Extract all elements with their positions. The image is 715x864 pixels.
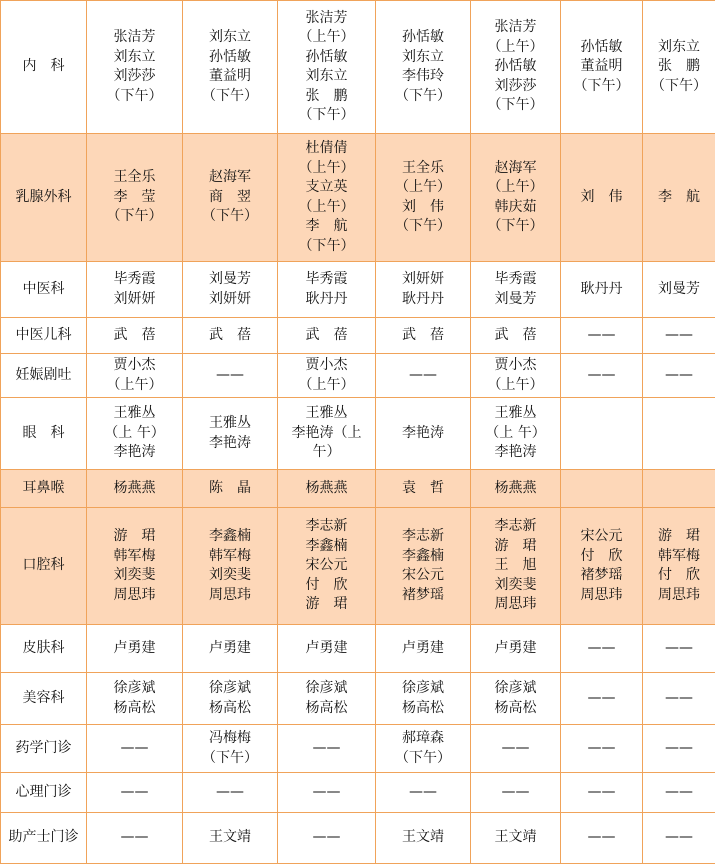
schedule-cell bbox=[471, 625, 561, 673]
schedule-cell bbox=[278, 673, 376, 725]
doctor-entry: （下午） bbox=[378, 217, 468, 237]
doctor-entry: 杨高松 bbox=[185, 699, 275, 719]
schedule-cell bbox=[278, 725, 376, 773]
doctor-entry: （下午） bbox=[473, 217, 558, 237]
doctor-entry: 李艳涛 bbox=[89, 443, 180, 463]
row-tcm-pediatrics bbox=[1, 318, 715, 354]
row-tcm bbox=[1, 262, 715, 318]
schedule-cell bbox=[561, 625, 643, 673]
doctor-entry: —— bbox=[89, 739, 180, 759]
doctor-entry: 王雅丛 bbox=[185, 414, 275, 434]
doctor-entry: （下午） bbox=[563, 77, 640, 97]
doctor-entry: —— bbox=[473, 739, 558, 759]
doctor-entry: 刘东立 bbox=[280, 67, 373, 87]
schedule-cell bbox=[471, 134, 561, 262]
row-ent bbox=[1, 470, 715, 508]
doctor-entry: （下午） bbox=[89, 87, 180, 107]
doctor-entry: 刘曼芳 bbox=[645, 280, 713, 300]
doctor-entry: 王文靖 bbox=[473, 828, 558, 848]
doctor-entry: 徐彦斌 bbox=[280, 679, 373, 699]
doctor-entry: —— bbox=[185, 366, 275, 386]
doctor-entry: 付 欣 bbox=[645, 566, 713, 586]
doctor-entry: —— bbox=[89, 828, 180, 848]
schedule-cell bbox=[87, 813, 183, 864]
schedule-cell bbox=[376, 508, 471, 625]
doctor-entry: 王雅丛 bbox=[89, 404, 180, 424]
row-internal-medicine bbox=[1, 1, 715, 134]
doctor-entry: 刘东立 bbox=[645, 38, 713, 58]
department-name-cell: 乳腺外科 bbox=[1, 134, 87, 262]
doctor-entry: 董益明 bbox=[563, 57, 640, 77]
schedule-cell bbox=[643, 673, 715, 725]
doctor-entry: 赵海军 bbox=[473, 159, 558, 179]
schedule-cell bbox=[278, 508, 376, 625]
doctor-entry: 孙恬敏 bbox=[473, 57, 558, 77]
doctor-entry: 卢勇建 bbox=[185, 639, 275, 659]
row-dermatology bbox=[1, 625, 715, 673]
doctor-entry: 游 珺 bbox=[89, 527, 180, 547]
department-name-cell: 耳鼻喉 bbox=[1, 470, 87, 508]
doctor-entry: 褚梦瑶 bbox=[563, 566, 640, 586]
doctor-entry: （下午） bbox=[378, 749, 468, 769]
department-name-cell: 中医儿科 bbox=[1, 318, 87, 354]
doctor-entry: 周思玮 bbox=[645, 586, 713, 606]
schedule-cell bbox=[471, 813, 561, 864]
doctor-entry: 张洁芳 bbox=[280, 9, 373, 29]
schedule-cell bbox=[278, 318, 376, 354]
doctor-entry: —— bbox=[280, 783, 373, 803]
doctor-entry: 刘东立 bbox=[89, 48, 180, 68]
doctor-entry: —— bbox=[645, 326, 713, 346]
doctor-entry: —— bbox=[563, 689, 640, 709]
schedule-cell bbox=[471, 1, 561, 134]
doctor-entry: 刘曼芳 bbox=[473, 290, 558, 310]
doctor-entry: 徐彦斌 bbox=[378, 679, 468, 699]
schedule-cell bbox=[643, 262, 715, 318]
doctor-entry: 午） bbox=[280, 443, 373, 463]
doctor-entry: 游 珺 bbox=[645, 527, 713, 547]
schedule-cell bbox=[376, 262, 471, 318]
doctor-entry: 游 珺 bbox=[473, 537, 558, 557]
doctor-entry: 耿丹丹 bbox=[563, 280, 640, 300]
schedule-cell bbox=[376, 470, 471, 508]
schedule-cell bbox=[183, 470, 278, 508]
schedule-cell bbox=[561, 725, 643, 773]
doctor-entry: —— bbox=[645, 828, 713, 848]
doctor-entry: 贾小杰 bbox=[89, 356, 180, 376]
doctor-entry: 耿丹丹 bbox=[280, 290, 373, 310]
doctor-entry: 孙恬敏 bbox=[563, 38, 640, 58]
doctor-entry: 刘奕斐 bbox=[89, 566, 180, 586]
schedule-cell bbox=[87, 773, 183, 813]
schedule-cell bbox=[183, 508, 278, 625]
schedule-cell bbox=[376, 725, 471, 773]
doctor-entry: （下午） bbox=[645, 77, 713, 97]
doctor-entry: 商 翌 bbox=[185, 188, 275, 208]
schedule-cell bbox=[643, 508, 715, 625]
doctor-entry: 李艳涛（上 bbox=[280, 424, 373, 444]
doctor-entry: （下午） bbox=[89, 207, 180, 227]
doctor-entry: 周思玮 bbox=[473, 595, 558, 615]
doctor-entry: （上午） bbox=[473, 38, 558, 58]
doctor-entry: （上午） bbox=[378, 178, 468, 198]
doctor-entry: —— bbox=[645, 739, 713, 759]
doctor-entry: （上午） bbox=[280, 159, 373, 179]
doctor-entry: —— bbox=[645, 639, 713, 659]
schedule-cell bbox=[376, 318, 471, 354]
doctor-entry: 韩军梅 bbox=[185, 547, 275, 567]
schedule-cell bbox=[471, 673, 561, 725]
schedule-cell bbox=[561, 470, 643, 508]
doctor-entry: 卢勇建 bbox=[89, 639, 180, 659]
schedule-cell bbox=[561, 398, 643, 470]
doctor-entry: 武 蓓 bbox=[185, 326, 275, 346]
schedule-cell bbox=[643, 725, 715, 773]
doctor-entry: 付 欣 bbox=[563, 547, 640, 567]
doctor-entry: 张洁芳 bbox=[473, 18, 558, 38]
schedule-cell bbox=[643, 398, 715, 470]
schedule-cell bbox=[87, 470, 183, 508]
doctor-entry: —— bbox=[185, 783, 275, 803]
doctor-entry: 周思玮 bbox=[563, 586, 640, 606]
department-name-cell: 助产士门诊 bbox=[1, 813, 87, 864]
doctor-entry: 李鑫楠 bbox=[185, 527, 275, 547]
schedule-cell bbox=[471, 508, 561, 625]
schedule-cell bbox=[643, 134, 715, 262]
doctor-entry: —— bbox=[563, 739, 640, 759]
schedule-cell bbox=[87, 354, 183, 398]
doctor-entry: （下午） bbox=[185, 87, 275, 107]
doctor-entry: （下午） bbox=[280, 237, 373, 257]
schedule-cell bbox=[183, 1, 278, 134]
doctor-entry: （上午） bbox=[280, 198, 373, 218]
doctor-entry: 王文靖 bbox=[378, 828, 468, 848]
department-name-cell: 美容科 bbox=[1, 673, 87, 725]
doctor-entry: —— bbox=[280, 828, 373, 848]
doctor-entry: 周思玮 bbox=[89, 586, 180, 606]
doctor-entry: 刘 伟 bbox=[378, 198, 468, 218]
doctor-entry: 刘莎莎 bbox=[89, 67, 180, 87]
doctor-entry: 周思玮 bbox=[185, 586, 275, 606]
doctor-entry: —— bbox=[563, 783, 640, 803]
doctor-entry: （上午） bbox=[473, 376, 558, 396]
schedule-cell bbox=[471, 262, 561, 318]
schedule-cell bbox=[561, 354, 643, 398]
schedule-cell bbox=[561, 813, 643, 864]
schedule-cell bbox=[87, 134, 183, 262]
doctor-entry: 杨高松 bbox=[89, 699, 180, 719]
doctor-entry: 郝璋森 bbox=[378, 729, 468, 749]
doctor-entry: 刘东立 bbox=[185, 28, 275, 48]
schedule-cell bbox=[376, 813, 471, 864]
schedule-cell bbox=[183, 262, 278, 318]
doctor-entry: 王雅丛 bbox=[280, 404, 373, 424]
doctor-entry: 孙恬敏 bbox=[280, 48, 373, 68]
doctor-entry: 刘曼芳 bbox=[185, 270, 275, 290]
doctor-entry: 张 鹏 bbox=[280, 87, 373, 107]
department-name-cell: 药学门诊 bbox=[1, 725, 87, 773]
department-name-cell: 内 科 bbox=[1, 1, 87, 134]
schedule-cell bbox=[278, 354, 376, 398]
doctor-entry: 杨高松 bbox=[378, 699, 468, 719]
schedule-cell bbox=[471, 318, 561, 354]
schedule-cell bbox=[471, 354, 561, 398]
schedule-cell bbox=[278, 625, 376, 673]
schedule-cell bbox=[183, 725, 278, 773]
doctor-entry: 毕秀霞 bbox=[473, 270, 558, 290]
doctor-entry: 卢勇建 bbox=[378, 639, 468, 659]
schedule-cell bbox=[183, 354, 278, 398]
doctor-entry: 褚梦瑶 bbox=[378, 586, 468, 606]
department-name-cell: 皮肤科 bbox=[1, 625, 87, 673]
schedule-cell bbox=[561, 262, 643, 318]
doctor-entry: —— bbox=[563, 639, 640, 659]
row-midwife-clinic bbox=[1, 813, 715, 864]
doctor-entry: 李艳涛 bbox=[185, 434, 275, 454]
schedule-cell bbox=[87, 1, 183, 134]
doctor-entry: 李艳涛 bbox=[378, 424, 468, 444]
doctor-entry: 韩军梅 bbox=[89, 547, 180, 567]
schedule-cell bbox=[87, 262, 183, 318]
row-cosmetology bbox=[1, 673, 715, 725]
doctor-entry: 王 旭 bbox=[473, 556, 558, 576]
doctor-entry: 李 航 bbox=[645, 188, 713, 208]
schedule-cell bbox=[278, 773, 376, 813]
doctor-entry: （上午） bbox=[89, 376, 180, 396]
doctor-entry: 武 蓓 bbox=[89, 326, 180, 346]
doctor-entry: 武 蓓 bbox=[473, 326, 558, 346]
schedule-cell bbox=[183, 625, 278, 673]
department-name-cell: 中医科 bbox=[1, 262, 87, 318]
row-stomatology bbox=[1, 508, 715, 625]
doctor-entry: 赵海军 bbox=[185, 168, 275, 188]
doctor-entry: 董益明 bbox=[185, 67, 275, 87]
schedule-cell bbox=[87, 673, 183, 725]
schedule-cell bbox=[561, 318, 643, 354]
schedule-cell bbox=[278, 398, 376, 470]
doctor-entry: 李鑫楠 bbox=[280, 537, 373, 557]
schedule-cell bbox=[278, 470, 376, 508]
row-breast-surgery bbox=[1, 134, 715, 262]
doctor-entry: （下午） bbox=[185, 749, 275, 769]
schedule-cell bbox=[87, 508, 183, 625]
schedule-cell bbox=[471, 773, 561, 813]
schedule-cell bbox=[561, 134, 643, 262]
doctor-entry: （上 午） bbox=[473, 424, 558, 444]
doctor-entry: （上午） bbox=[280, 376, 373, 396]
schedule-cell bbox=[561, 1, 643, 134]
department-name-cell: 妊娠剧吐 bbox=[1, 354, 87, 398]
doctor-entry: 陈 晶 bbox=[185, 479, 275, 499]
schedule-cell bbox=[278, 813, 376, 864]
doctor-entry: 李 莹 bbox=[89, 188, 180, 208]
schedule-cell bbox=[183, 813, 278, 864]
schedule-cell bbox=[87, 318, 183, 354]
doctor-entry: 贾小杰 bbox=[280, 356, 373, 376]
doctor-entry: —— bbox=[645, 366, 713, 386]
schedule-cell bbox=[376, 398, 471, 470]
doctor-entry: 卢勇建 bbox=[280, 639, 373, 659]
doctor-entry: —— bbox=[378, 366, 468, 386]
schedule-cell bbox=[643, 773, 715, 813]
doctor-entry: 王雅丛 bbox=[473, 404, 558, 424]
doctor-entry: 付 欣 bbox=[280, 576, 373, 596]
schedule-cell bbox=[643, 1, 715, 134]
doctor-entry: 贾小杰 bbox=[473, 356, 558, 376]
schedule-cell bbox=[561, 508, 643, 625]
doctor-entry: 刘妍妍 bbox=[89, 290, 180, 310]
doctor-entry: —— bbox=[645, 783, 713, 803]
department-name-cell: 心理门诊 bbox=[1, 773, 87, 813]
doctor-entry: 李志新 bbox=[473, 517, 558, 537]
row-pharmacy-clinic bbox=[1, 725, 715, 773]
schedule-cell bbox=[278, 262, 376, 318]
schedule-cell bbox=[471, 470, 561, 508]
doctor-entry: （上午） bbox=[473, 178, 558, 198]
schedule-cell bbox=[376, 773, 471, 813]
schedule-cell bbox=[87, 625, 183, 673]
doctor-entry: 王全乐 bbox=[89, 168, 180, 188]
doctor-entry: 支立英 bbox=[280, 178, 373, 198]
doctor-entry: 冯梅梅 bbox=[185, 729, 275, 749]
row-hyperemesis bbox=[1, 354, 715, 398]
doctor-entry: 李志新 bbox=[378, 527, 468, 547]
doctor-entry: 宋公元 bbox=[280, 556, 373, 576]
doctor-entry: （上午） bbox=[280, 28, 373, 48]
doctor-entry: 宋公元 bbox=[378, 566, 468, 586]
schedule-cell bbox=[278, 1, 376, 134]
doctor-entry: 李 航 bbox=[280, 217, 373, 237]
doctor-entry: —— bbox=[89, 783, 180, 803]
doctor-entry: （下午） bbox=[473, 96, 558, 116]
schedule-cell bbox=[183, 773, 278, 813]
doctor-entry: 李鑫楠 bbox=[378, 547, 468, 567]
doctor-entry: —— bbox=[378, 783, 468, 803]
doctor-entry: （下午） bbox=[280, 106, 373, 126]
doctor-entry: 孙恬敏 bbox=[378, 28, 468, 48]
schedule-cell bbox=[561, 773, 643, 813]
doctor-entry: 刘妍妍 bbox=[378, 270, 468, 290]
doctor-entry: —— bbox=[563, 366, 640, 386]
schedule-cell bbox=[87, 725, 183, 773]
doctor-entry: 张 鹏 bbox=[645, 57, 713, 77]
doctor-entry: 李艳涛 bbox=[473, 443, 558, 463]
schedule-cell bbox=[183, 318, 278, 354]
schedule-cell bbox=[643, 625, 715, 673]
schedule-cell bbox=[376, 354, 471, 398]
doctor-entry: 杨高松 bbox=[280, 699, 373, 719]
doctor-entry: —— bbox=[473, 783, 558, 803]
doctor-entry: （上 午） bbox=[89, 424, 180, 444]
doctor-entry: 刘妍妍 bbox=[185, 290, 275, 310]
doctor-entry: —— bbox=[563, 828, 640, 848]
schedule-cell bbox=[643, 354, 715, 398]
doctor-entry: 张洁芳 bbox=[89, 28, 180, 48]
doctor-entry: 徐彦斌 bbox=[185, 679, 275, 699]
schedule-cell bbox=[376, 134, 471, 262]
schedule-cell bbox=[643, 318, 715, 354]
schedule-cell bbox=[87, 398, 183, 470]
doctor-entry: 游 珺 bbox=[280, 595, 373, 615]
schedule-cell bbox=[183, 398, 278, 470]
doctor-entry: 耿丹丹 bbox=[378, 290, 468, 310]
doctor-entry: （下午） bbox=[378, 87, 468, 107]
doctor-entry: 杨燕燕 bbox=[280, 479, 373, 499]
schedule-cell bbox=[183, 134, 278, 262]
doctor-entry: —— bbox=[280, 739, 373, 759]
doctor-entry: 李志新 bbox=[280, 517, 373, 537]
row-ophthalmology bbox=[1, 398, 715, 470]
doctor-entry: 李伟玲 bbox=[378, 67, 468, 87]
doctor-entry: 宋公元 bbox=[563, 527, 640, 547]
schedule-cell bbox=[643, 470, 715, 508]
doctor-entry: （下午） bbox=[185, 207, 275, 227]
doctor-entry: 刘奕斐 bbox=[185, 566, 275, 586]
doctor-entry: 毕秀霞 bbox=[280, 270, 373, 290]
schedule-cell bbox=[643, 813, 715, 864]
doctor-entry: 刘莎莎 bbox=[473, 77, 558, 97]
schedule-cell bbox=[471, 725, 561, 773]
doctor-entry: 卢勇建 bbox=[473, 639, 558, 659]
doctor-entry: —— bbox=[645, 689, 713, 709]
row-psychology-clinic bbox=[1, 773, 715, 813]
schedule-cell bbox=[376, 1, 471, 134]
schedule-cell bbox=[376, 673, 471, 725]
doctor-entry: 王文靖 bbox=[185, 828, 275, 848]
doctor-entry: 徐彦斌 bbox=[473, 679, 558, 699]
doctor-entry: 韩军梅 bbox=[645, 547, 713, 567]
doctor-entry: 袁 哲 bbox=[378, 479, 468, 499]
doctor-entry: 徐彦斌 bbox=[89, 679, 180, 699]
doctor-entry: 孙恬敏 bbox=[185, 48, 275, 68]
schedule-cell bbox=[278, 134, 376, 262]
schedule-cell bbox=[376, 625, 471, 673]
schedule-cell bbox=[561, 673, 643, 725]
doctor-entry: 杨高松 bbox=[473, 699, 558, 719]
doctor-entry: —— bbox=[563, 326, 640, 346]
doctor-entry: 刘东立 bbox=[378, 48, 468, 68]
doctor-entry: 刘 伟 bbox=[563, 188, 640, 208]
doctor-entry: 毕秀霞 bbox=[89, 270, 180, 290]
doctor-entry: 武 蓓 bbox=[280, 326, 373, 346]
department-name-cell: 口腔科 bbox=[1, 508, 87, 625]
doctor-entry: 杨燕燕 bbox=[473, 479, 558, 499]
department-name-cell: 眼 科 bbox=[1, 398, 87, 470]
doctor-entry: 杨燕燕 bbox=[89, 479, 180, 499]
doctor-entry: 杜倩倩 bbox=[280, 139, 373, 159]
doctor-entry: 武 蓓 bbox=[378, 326, 468, 346]
doctor-entry: 韩庆茹 bbox=[473, 198, 558, 218]
schedule-cell bbox=[471, 398, 561, 470]
schedule-cell bbox=[183, 673, 278, 725]
doctor-entry: 刘奕斐 bbox=[473, 576, 558, 596]
doctor-entry: 王全乐 bbox=[378, 159, 468, 179]
